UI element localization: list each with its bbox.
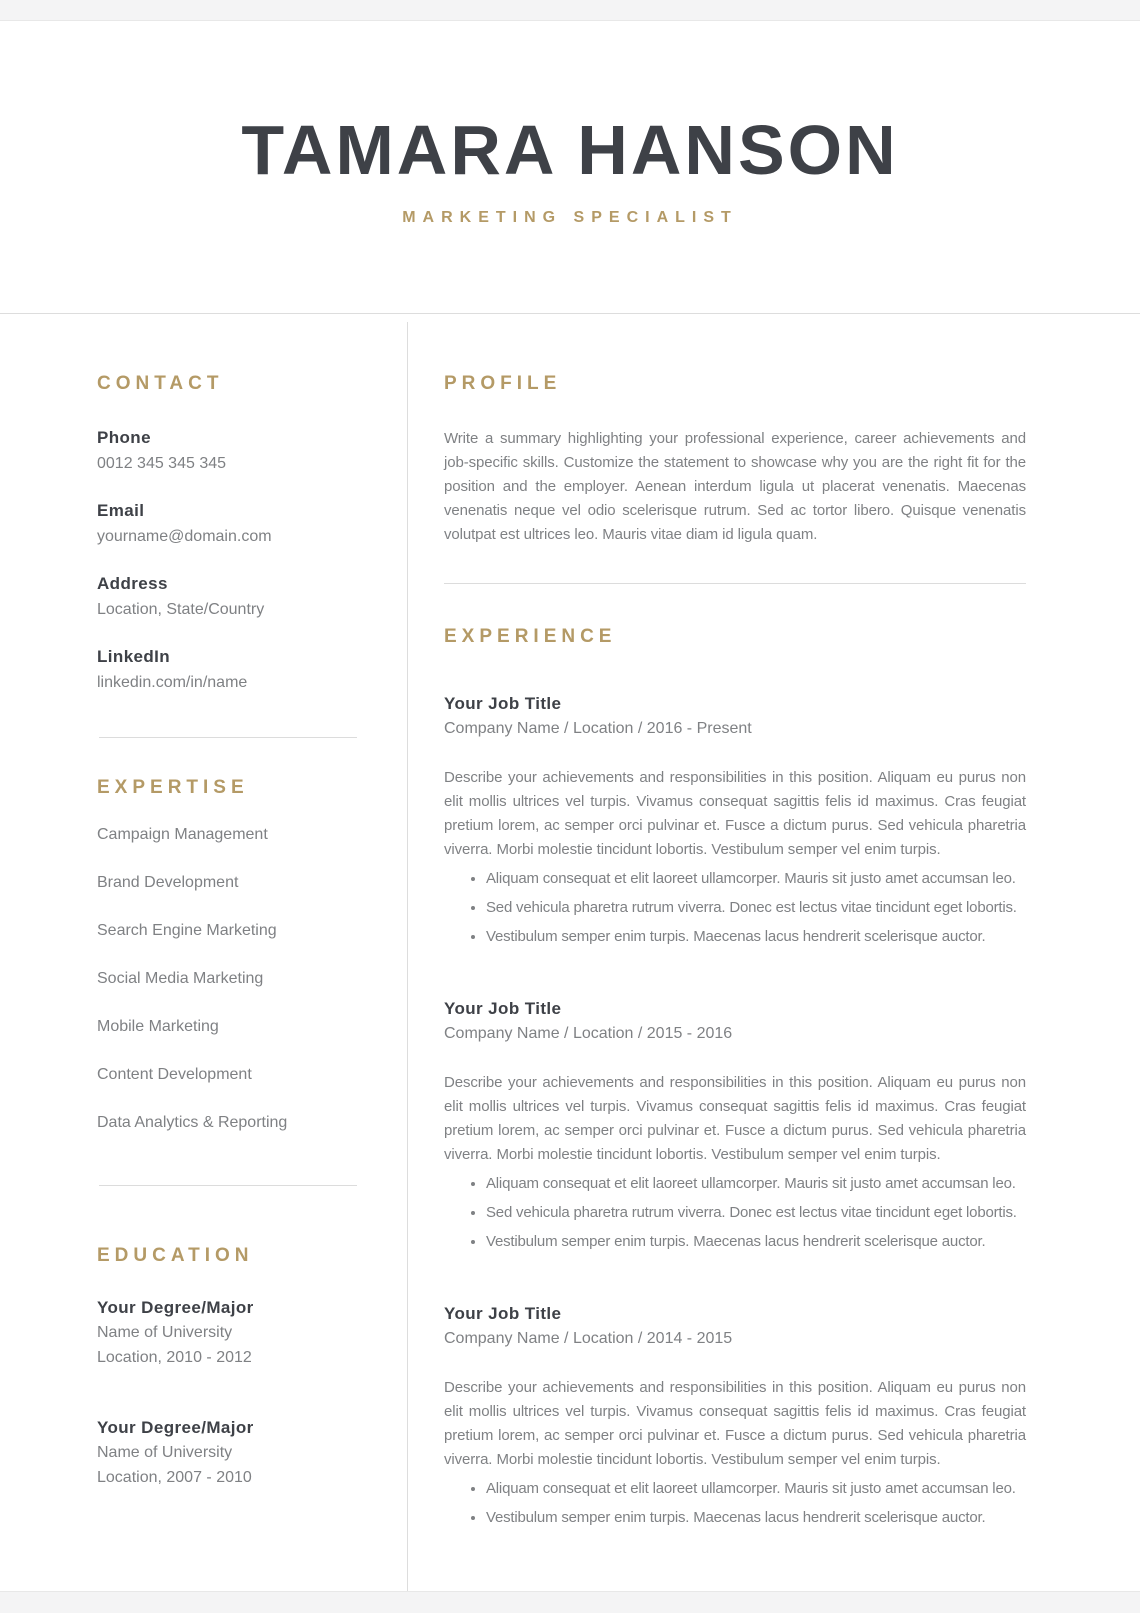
expertise-item: Search Engine Marketing: [97, 922, 277, 939]
job-bullet-list: [444, 1172, 1026, 1254]
job-entry: [444, 692, 1026, 949]
resume-page: [0, 21, 1140, 1591]
job-company-location-dates: Company Name / Location / 2014 - 2015: [444, 1330, 733, 1347]
contact-item-value: Location, State/Country: [97, 601, 265, 618]
candidate-job-title: MARKETING SPECIALIST: [402, 209, 738, 226]
contact-section: [97, 373, 359, 696]
sidebar-divider: [99, 737, 357, 738]
main-content: [408, 322, 1140, 1591]
job-company-location-dates: Company Name / Location / 2016 - Present: [444, 720, 752, 737]
experience-heading: EXPERIENCE: [444, 626, 617, 647]
expertise-item: Brand Development: [97, 874, 239, 891]
job-bullet: • Sed vehicula pharetra rutrum viverra. Donec est lectus vitae tincidunt eget lobortis.: [486, 896, 1026, 920]
education-item: [97, 1416, 359, 1490]
education-school: Name of University: [97, 1444, 233, 1461]
resume-body: [0, 322, 1140, 1591]
contact-item: [97, 498, 359, 550]
education-school: Name of University: [97, 1324, 233, 1341]
contact-item-label: Email: [97, 501, 145, 520]
job-title: Your Job Title: [444, 1304, 562, 1323]
contact-item-value: linkedin.com/in/name: [97, 674, 248, 691]
expertise-item: Campaign Management: [97, 826, 268, 843]
header-divider: [0, 313, 1140, 314]
sidebar: [0, 322, 408, 1591]
education-degree: Your Degree/Major: [97, 1418, 254, 1437]
contact-item-label: LinkedIn: [97, 647, 171, 666]
experience-section: [444, 626, 1026, 1530]
job-bullet: • Vestibulum semper enim turpis. Maecenas lacus hendrerit scelerisque auctor.: [486, 1506, 1026, 1530]
job-title: Your Job Title: [444, 999, 562, 1018]
sidebar-divider: [99, 1185, 357, 1186]
job-list: [444, 692, 1026, 1530]
main-divider: [444, 583, 1026, 584]
candidate-name: TAMARA HANSON: [241, 111, 899, 189]
page-margin-bottom: [0, 1591, 1140, 1613]
job-bullet: • Vestibulum semper enim turpis. Maecenas lacus hendrerit scelerisque auctor.: [486, 1230, 1026, 1254]
contact-item-label: Address: [97, 574, 168, 593]
contact-item-label: Phone: [97, 428, 151, 447]
job-bullet: • Sed vehicula pharetra rutrum viverra. Donec est lectus vitae tincidunt eget lobortis.: [486, 1201, 1026, 1225]
job-description: Describe your achievements and responsibilities in this position. Aliquam eu purus non elit mollis ultrices vel turpis. Vivamus consequat sagittis felis id maximus. Cras feugiat pretium lorem, ac semper orci pulvinar et. Fusce a dictum purus. Sed vehicula pharetria viverra. Morbi molestie tincidunt lobortis. Vestibulum semper vel enim turpis.: [444, 1379, 1026, 1468]
resume-header: [0, 21, 1140, 227]
profile-section: [444, 373, 1026, 547]
education-section: [97, 1245, 359, 1490]
education-location-dates: Location, 2010 - 2012: [97, 1349, 252, 1366]
job-bullet: • Vestibulum semper enim turpis. Maecenas lacus hendrerit scelerisque auctor.: [486, 925, 1026, 949]
education-degree: Your Degree/Major: [97, 1298, 254, 1317]
job-entry: [444, 1302, 1026, 1530]
contact-item-value: 0012 345 345 345: [97, 455, 227, 472]
job-description: Describe your achievements and responsibilities in this position. Aliquam eu purus non elit mollis ultrices vel turpis. Vivamus consequat sagittis felis id maximus. Cras feugiat pretium lorem, ac semper orci pulvinar et. Fusce a dictum purus. Sed vehicula pharetria viverra. Morbi molestie tincidunt lobortis. Vestibulum semper vel enim turpis.: [444, 769, 1026, 858]
contact-item-value: yourname@domain.com: [97, 528, 272, 545]
contact-item: [97, 571, 359, 623]
job-title: Your Job Title: [444, 694, 562, 713]
job-bullet: • Aliquam consequat et elit laoreet ullamcorper. Mauris sit justo amet accumsan leo.: [486, 1172, 1026, 1196]
contact-item: [97, 644, 359, 696]
expertise-heading: EXPERTISE: [97, 777, 249, 798]
education-item: [97, 1296, 359, 1370]
education-location-dates: Location, 2007 - 2010: [97, 1469, 252, 1486]
contact-item: [97, 425, 359, 477]
job-description: Describe your achievements and responsibilities in this position. Aliquam eu purus non elit mollis ultrices vel turpis. Vivamus consequat sagittis felis id maximus. Cras feugiat pretium lorem, ac semper orci pulvinar et. Fusce a dictum purus. Sed vehicula pharetria viverra. Morbi molestie tincidunt lobortis. Vestibulum semper vel enim turpis.: [444, 1074, 1026, 1163]
job-entry: [444, 997, 1026, 1254]
job-company-location-dates: Company Name / Location / 2015 - 2016: [444, 1025, 733, 1042]
job-bullet: • Aliquam consequat et elit laoreet ullamcorper. Mauris sit justo amet accumsan leo.: [486, 867, 1026, 891]
expertise-item: Mobile Marketing: [97, 1018, 219, 1035]
job-bullet-list: [444, 1477, 1026, 1530]
expertise-list: [97, 825, 359, 1133]
expertise-section: [97, 777, 359, 1133]
job-bullet-list: [444, 867, 1026, 949]
profile-heading: PROFILE: [444, 373, 562, 394]
education-list: [97, 1296, 359, 1490]
expertise-item: Data Analytics & Reporting: [97, 1114, 288, 1131]
job-bullet: • Aliquam consequat et elit laoreet ullamcorper. Mauris sit justo amet accumsan leo.: [486, 1477, 1026, 1501]
education-heading: EDUCATION: [97, 1245, 254, 1266]
expertise-item: Content Development: [97, 1066, 252, 1083]
profile-summary: Write a summary highlighting your professional experience, career achievements and job-specific skills. Customize the statement to showcase why you are the right fit for the position and the employer. Aenean interdum ligula ut placerat venenatis. Maecenas venenatis neque vel odio scelerisque rutrum. Sed ac tortor libero. Quisque venenatis volutpat est ultrices leo. Mauris vitae diam id ligula quam.: [444, 430, 1026, 543]
contact-heading: CONTACT: [97, 373, 224, 394]
page-margin-top: [0, 0, 1140, 21]
expertise-item: Social Media Marketing: [97, 970, 264, 987]
contact-list: [97, 425, 359, 696]
